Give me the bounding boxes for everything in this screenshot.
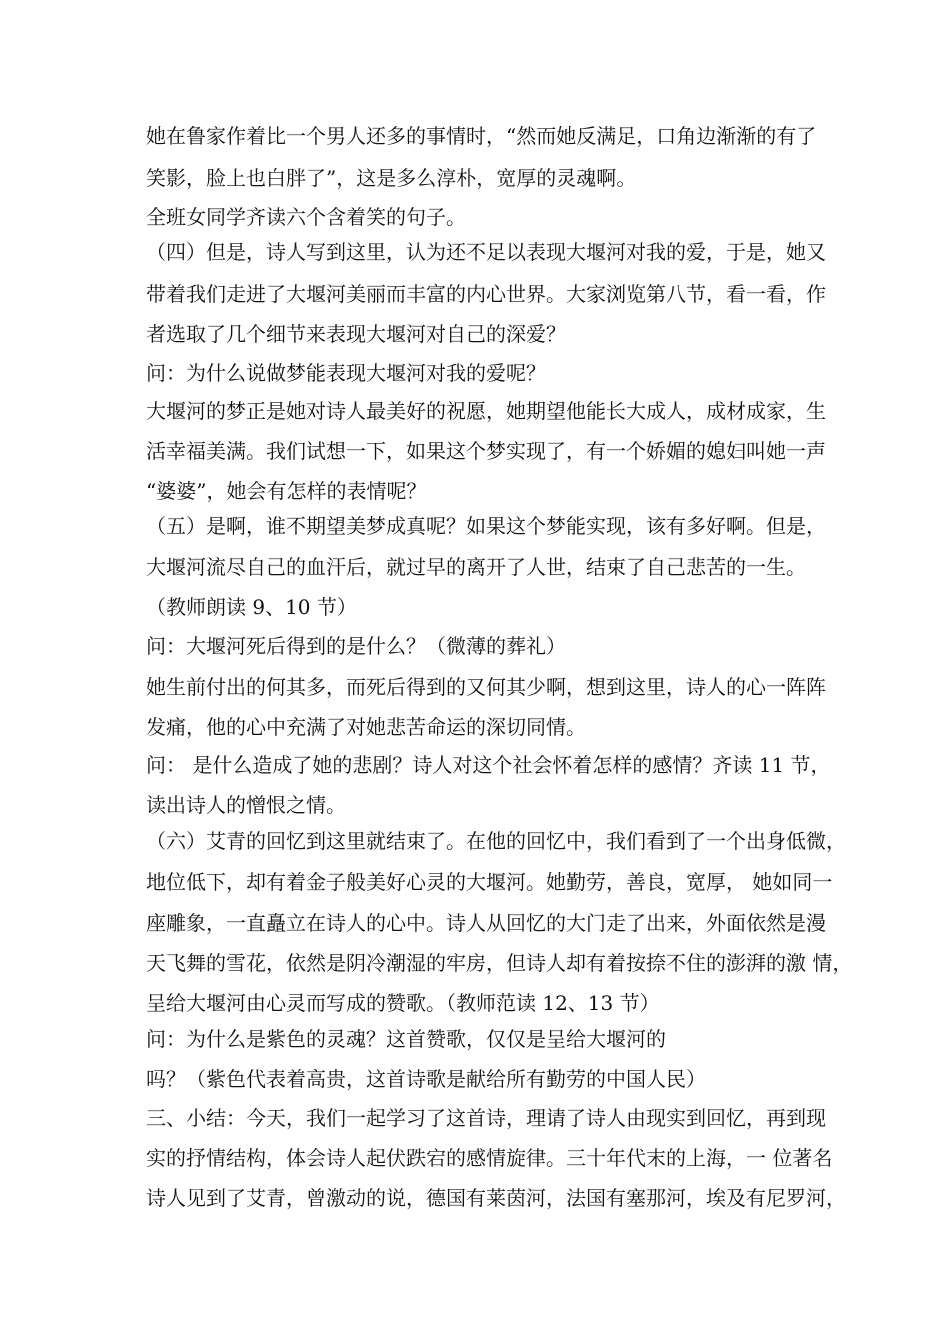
- text-line: 大堰河流尽自己的血汗后，就过早的离开了人世，结束了自己悲苦的一生。: [146, 555, 806, 579]
- text-line: 笑影，脸上也白胖了”，这是多么淳朴，宽厚的灵魂啊。: [146, 166, 637, 190]
- text-line: 带着我们走进了大堰河美丽而丰富的内心世界。大家浏览第八节，看一看，作: [146, 282, 826, 306]
- text-line: 实的抒情结构，体会诗人起伏跌宕的感情旋律。三十年代末的上海，一 位著名: [146, 1146, 833, 1170]
- text-line: 读出诗人的憎恨之情。: [146, 793, 346, 817]
- text-line: 诗人见到了艾青，曾激动的说，德国有莱茵河，法国有塞那河，埃及有尼罗河，: [146, 1186, 846, 1210]
- text-line: 呈给大堰河由心灵而写成的赞歌。（教师范读 12、13 节）: [146, 991, 660, 1015]
- text-line: （六）艾青的回忆到这里就结束了。在他的回忆中，我们看到了一个出身低微，: [146, 829, 846, 853]
- text-line: 她生前付出的何其多，而死后得到的又何其少啊，想到这里，诗人的心一阵阵: [146, 675, 826, 699]
- text-line: 问：大堰河死后得到的是什么？（微薄的葬礼）: [146, 634, 566, 658]
- text-line: 发痛，他的心中充满了对她悲苦命运的深切同情。: [146, 715, 586, 739]
- text-line: 全班女同学齐读六个含着笑的句子。: [146, 205, 466, 229]
- text-line: 座雕象，一直矗立在诗人的心中。诗人从回忆的大门走了出来，外面依然是漫: [146, 911, 826, 935]
- text-line: 问：为什么说做梦能表现大堰河对我的爱呢？: [146, 361, 546, 385]
- text-line: 三、小结：今天，我们一起学习了这首诗，理请了诗人由现实到回忆，再到现: [146, 1106, 826, 1130]
- text-line: 她在鲁家作着比一个男人还多的事情时，“然而她反满足，口角边渐渐的有了: [146, 124, 817, 148]
- text-line: （五）是啊，谁不期望美梦成真呢？如果这个梦能实现，该有多好啊。但是，: [146, 514, 826, 538]
- text-line: （教师朗读 9、10 节）: [146, 595, 357, 619]
- text-line: 大堰河的梦正是她对诗人最美好的祝愿，她期望他能长大成人，成材成家，生: [146, 399, 826, 423]
- text-line: 问： 是什么造成了她的悲剧？诗人对这个社会怀着怎样的感情？齐读 11 节，: [146, 753, 831, 777]
- text-line: 问：为什么是紫色的灵魂？这首赞歌，仅仅是呈给大堰河的: [146, 1027, 666, 1051]
- text-line: 活幸福美满。我们试想一下，如果这个梦实现了，有一个娇媚的媳妇叫她一声: [146, 439, 826, 463]
- text-line: （四）但是，诗人写到这里，认为还不足以表现大堰河对我的爱，于是，她又: [146, 240, 826, 264]
- text-line: 吗？（紫色代表着高贵，这首诗歌是献给所有勤劳的中国人民）: [146, 1067, 706, 1091]
- text-line: 地位低下，却有着金子般美好心灵的大堰河。她勤劳，善良，宽厚， 她如同一: [146, 870, 833, 894]
- text-line: “婆婆”，她会有怎样的表情呢？: [146, 479, 427, 503]
- text-line: 天飞舞的雪花，依然是阴冷潮湿的牢房，但诗人却有着按捺不住的澎湃的激 情，: [146, 951, 853, 975]
- text-line: 者选取了几个细节来表现大堰河对自己的深爱？: [146, 322, 566, 346]
